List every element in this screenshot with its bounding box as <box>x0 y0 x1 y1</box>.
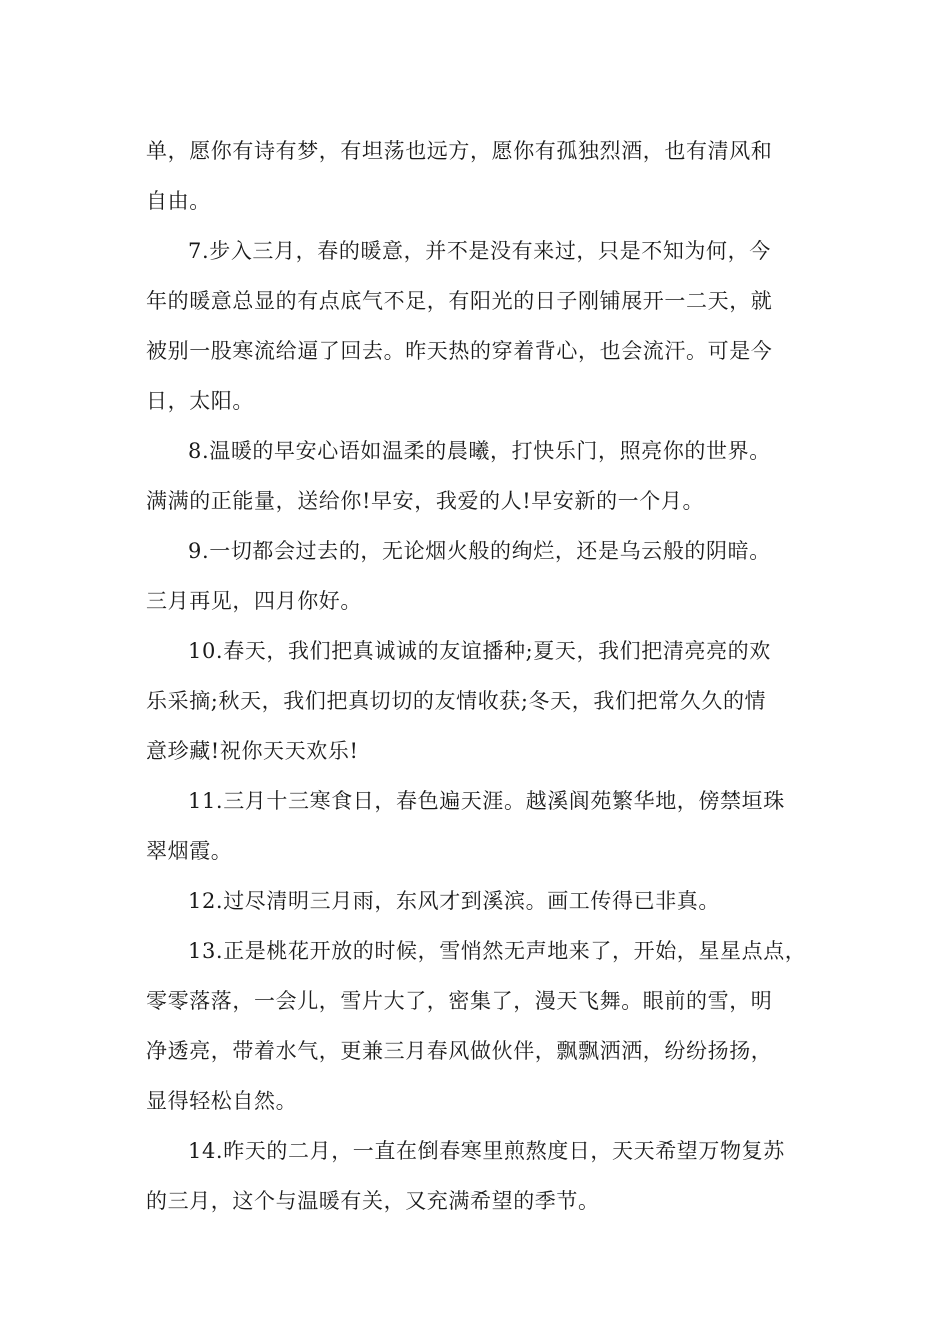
text-line: 被别一股寒流给逼了回去。昨天热的穿着背心，也会流汗。可是今 <box>146 339 773 363</box>
paragraph-14-start: 14.昨天的二月，一直在倒春寒里煎熬度日，天天希望万物复苏 <box>188 1139 785 1163</box>
text-line: 三月再见，四月你好。 <box>146 589 362 613</box>
text-line: 意珍藏!祝你天天欢乐! <box>146 739 359 763</box>
paragraph-13-start: 13.正是桃花开放的时候，雪悄然无声地来了，开始，星星点点， <box>188 939 807 963</box>
text-line: 的三月，这个与温暖有关，又充满希望的季节。 <box>146 1189 600 1213</box>
text-line: 单，愿你有诗有梦，有坦荡也远方，愿你有孤独烈酒，也有清风和 <box>146 139 773 163</box>
text-line: 零零落落，一会儿，雪片大了，密集了，漫天飞舞。眼前的雪，明 <box>146 989 773 1013</box>
paragraph-9-start: 9.一切都会过去的，无论烟火般的绚烂，还是乌云般的阴暗。 <box>188 539 771 563</box>
paragraph-12-start: 12.过尽清明三月雨，东风才到溪滨。画工传得已非真。 <box>188 889 720 913</box>
text-line: 自由。 <box>146 189 211 213</box>
text-line: 满满的正能量，送给你!早安，我爱的人!早安新的一个月。 <box>146 489 705 513</box>
text-line: 显得轻松自然。 <box>146 1089 298 1113</box>
paragraph-8-start: 8.温暖的早安心语如温柔的晨曦，打快乐门，照亮你的世界。 <box>188 439 771 463</box>
paragraph-10-start: 10.春天，我们把真诚诚的友谊播种;夏天，我们把清亮亮的欢 <box>188 639 771 663</box>
paragraph-11-start: 11.三月十三寒食日，春色遍天涯。越溪阆苑繁华地，傍禁垣珠 <box>188 789 785 813</box>
text-line: 翠烟霞。 <box>146 839 233 863</box>
text-line: 年的暖意总显的有点底气不足，有阳光的日子刚铺展开一二天，就 <box>146 289 773 313</box>
text-line: 日，太阳。 <box>146 389 254 413</box>
text-line: 乐采摘;秋天，我们把真切切的友情收获;冬天，我们把常久久的情 <box>146 689 767 713</box>
paragraph-7-start: 7.步入三月，春的暖意，并不是没有来过，只是不知为何，今 <box>188 239 771 263</box>
text-line: 净透亮，带着水气，更兼三月春风做伙伴，飘飘洒洒，纷纷扬扬， <box>146 1039 773 1063</box>
